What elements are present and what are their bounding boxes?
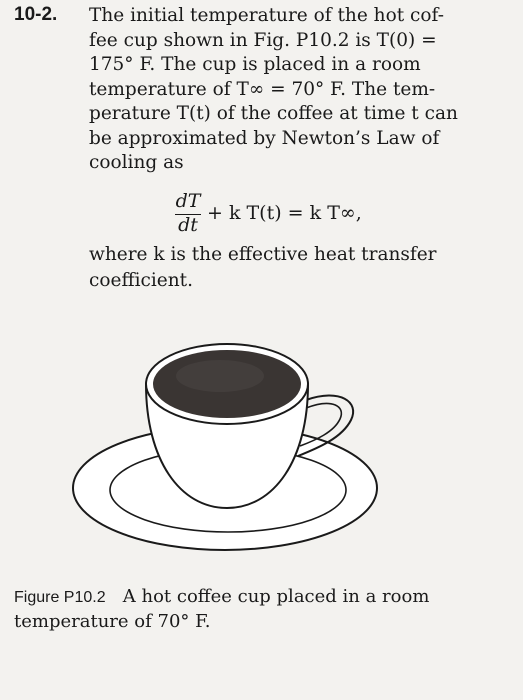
problem-line-6: be approximated by Newton’s Law of [89,127,440,149]
caption-text-1: A hot coffee cup placed in a room [122,586,430,607]
problem-statement [89,4,513,176]
coffee-cup-figure [70,340,390,560]
coffee-highlight [176,360,264,392]
equation-rest: + k T(t) = k T∞, [207,202,362,224]
problem-line-1: The initial temperature of the hot cof- [89,5,444,26]
caption-line-2: temperature of 70° F. [14,611,211,632]
problem-number: 10-2. [14,4,58,25]
caption-line-1 [14,585,494,610]
figure-label: Figure P10.2 [14,589,106,606]
problem-line-5: perature T(t) of the coffee at time t can [89,103,458,124]
problem-line-3: 175° F. The cup is placed in a room [89,54,421,75]
equation-explanation [89,242,513,294]
explanation-line-1: where k is the effective heat transfer [89,244,437,265]
problem-line-2: fee cup shown in Fig. P10.2 is T(0) = [89,29,437,51]
problem-line-7: cooling as [89,152,184,173]
explanation-line-2: coefficient. [89,270,193,291]
fraction-numerator: dT [175,190,201,212]
problem-line-4: temperature of T∞ = 70° F. The tem- [89,78,436,100]
figure-caption [14,585,494,634]
fraction-denominator: dt [178,214,198,236]
